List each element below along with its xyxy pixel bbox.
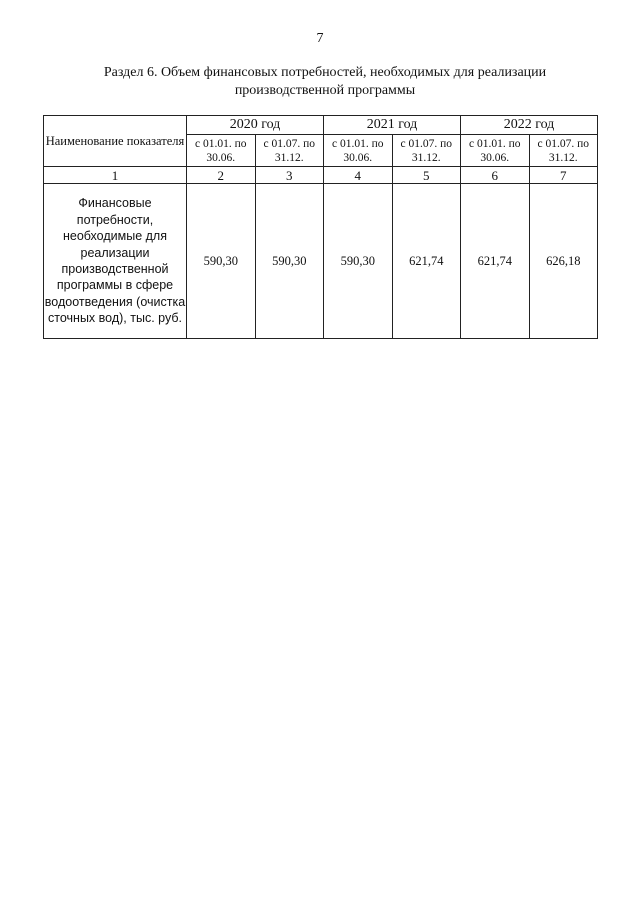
- column-number: 6: [461, 167, 530, 184]
- column-number-row: [44, 167, 598, 184]
- page-number: 7: [316, 31, 324, 46]
- value-cell: 621,74: [461, 184, 530, 339]
- period-header: с 01.01. по 30.06.: [187, 135, 256, 167]
- column-number: 5: [392, 167, 461, 184]
- year-header: 2021 год: [324, 116, 461, 135]
- column-number: 4: [324, 167, 393, 184]
- year-header-row: [44, 116, 598, 135]
- period-header: с 01.01. по 30.06.: [461, 135, 530, 167]
- period-header: с 01.07. по 31.12.: [255, 135, 324, 167]
- year-header: 2022 год: [461, 116, 598, 135]
- value-cell: 590,30: [187, 184, 256, 339]
- period-header: с 01.01. по 30.06.: [324, 135, 393, 167]
- table-row: [44, 184, 598, 339]
- section-title-line-1: Раздел 6. Объем финансовых потребностей, необходимых для реализации: [103, 65, 547, 80]
- period-header: с 01.07. по 31.12.: [392, 135, 461, 167]
- section-title: [60, 64, 590, 100]
- value-cell: 590,30: [324, 184, 393, 339]
- section-title-line-2: производственной программы: [234, 83, 416, 98]
- column-number: 2: [187, 167, 256, 184]
- year-header: 2020 год: [187, 116, 324, 135]
- row-indicator-name: Финансовые потребности, необходимые для реализации производственной программы в сфере водоотведения (очистка сточных вод), тыс. руб.: [44, 184, 187, 339]
- financial-needs-table: [43, 115, 598, 339]
- value-cell: 590,30: [255, 184, 324, 339]
- period-header: с 01.07. по 31.12.: [529, 135, 598, 167]
- column-number: 7: [529, 167, 598, 184]
- column-number: 3: [255, 167, 324, 184]
- column-number: 1: [44, 167, 187, 184]
- value-cell: 621,74: [392, 184, 461, 339]
- value-cell: 626,18: [529, 184, 598, 339]
- name-column-header: Наименование показателя: [44, 116, 187, 167]
